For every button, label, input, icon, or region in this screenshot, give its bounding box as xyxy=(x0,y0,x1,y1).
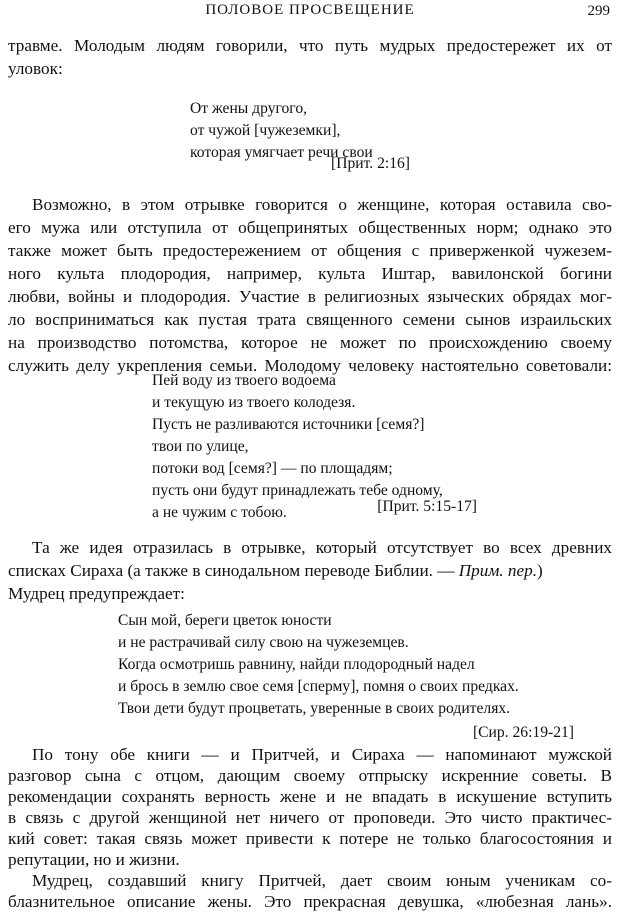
paragraph-5-line-1: Мудрец, создавший книгу Притчей, дает своим юным ученикам со- xyxy=(32,871,612,890)
paragraph-2-line-3: также может быть предостережением от общения с приверженкой чужезем- xyxy=(8,241,612,260)
quote-3-line-5: Твои дети будут процветать, уверенные в своих родителях. xyxy=(118,700,511,717)
paragraph-2-line-2: его мужа или отступила от общепринятых общественных норм; однако это xyxy=(8,218,612,237)
paragraph-2-line-6: ло восприниматься как пустая трата священного семени сынов израильских xyxy=(8,310,612,329)
quote-1-line-3: которая умягчает речи свои xyxy=(190,144,373,161)
paragraph-1-line-2: уловок: xyxy=(8,59,63,78)
quote-2-line-7: а не чужим с тобою. xyxy=(152,504,287,521)
paragraph-3-line-2-end: ) xyxy=(537,561,543,580)
quote-3-line-2: и не растрачивай силу свою на чужеземцев. xyxy=(118,634,409,651)
paragraph-5-line-2: блазнительное описание жены. Это прекрасная девушка, «любезная лань». xyxy=(8,892,612,911)
paragraph-2-line-1: Возможно, в этом отрывке говорится о женщине, которая оставила сво- xyxy=(32,195,612,214)
quote-1-citation: [Прит. 2:16] xyxy=(331,155,410,172)
paragraph-3-line-2-text: списках Сираха (а также в синодальном переводе Библии. — xyxy=(8,561,455,580)
paragraph-2-line-5: любви, войны и плодородия. Участие в религиозных языческих обрядах мог- xyxy=(8,287,612,306)
paragraph-4-line-4: в связь с другой женщиной нет ничего от проповеди. Это чисто практичес- xyxy=(8,808,612,827)
quote-1-line-1: От жены другого, xyxy=(190,100,308,117)
translator-note: Прим. пер. xyxy=(458,561,538,580)
paragraph-4-line-1: По тону обе книги — и Притчей, и Сираха — напоминают мужской xyxy=(32,745,612,764)
paragraph-4-line-3: рекомендации сохранять верность жене и не впадать в искушение вступить xyxy=(8,787,612,806)
quote-2-line-1: Пей воду из твоего водоема xyxy=(152,372,336,389)
paragraph-2-line-8: служить делу укрепления семьи. Молодому человеку настоятельно советовали: xyxy=(8,356,612,375)
quote-3-line-3: Когда осмотришь равнину, найди плодородный надел xyxy=(118,656,475,673)
paragraph-3-line-1: Та же идея отразилась в отрывке, который отсутствует во всех древних xyxy=(32,538,612,557)
quote-3-line-4: и брось в землю свое семя [сперму], помня о своих предках. xyxy=(118,678,519,695)
paragraph-3-line-2 xyxy=(8,559,612,582)
paragraph-4-line-6: репутации, но и жизни. xyxy=(8,850,180,869)
quote-2-citation: [Прит. 5:15-17] xyxy=(377,498,477,515)
quote-3-citation: [Сир. 26:19-21] xyxy=(472,724,574,741)
quote-1-line-2: от чужой [чужеземки], xyxy=(190,122,341,139)
page-number: 299 xyxy=(587,3,610,19)
paragraph-1-line-1: травме. Молодым людям говорили, что путь мудрых предостережет их от xyxy=(8,36,612,55)
paragraph-2-line-4: ного культа плодородия, например, культа Иштар, вавилонской богини xyxy=(8,264,612,283)
page-header xyxy=(0,0,620,22)
quote-3-line-1: Сын мой, береги цветок юности xyxy=(118,612,332,629)
paragraph-4-line-2: разговор сына с отцом, дающим своему отпрыску искренние советы. В xyxy=(8,766,612,785)
quote-2-line-3: Пусть не разливаются источники [семя?] xyxy=(152,416,425,433)
quote-2-line-5: потоки вод [семя?] — по площадям; xyxy=(152,460,393,477)
quote-2-line-2: и текущую из твоего колодезя. xyxy=(152,394,356,411)
running-title: ПОЛОВОЕ ПРОСВЕЩЕНИЕ xyxy=(205,2,415,18)
quote-2-line-6: пусть они будут принадлежать тебе одному, xyxy=(152,482,443,499)
paragraph-2-line-7: на производство потомства, которое не может по происхождению своему xyxy=(8,333,612,352)
quote-2-line-4: твои по улице, xyxy=(152,438,249,455)
paragraph-3-line-3: Мудрец предупреждает: xyxy=(8,584,185,603)
paragraph-4-line-5: кий совет: такая связь может привести к потере не только благосостояния и xyxy=(8,829,612,848)
